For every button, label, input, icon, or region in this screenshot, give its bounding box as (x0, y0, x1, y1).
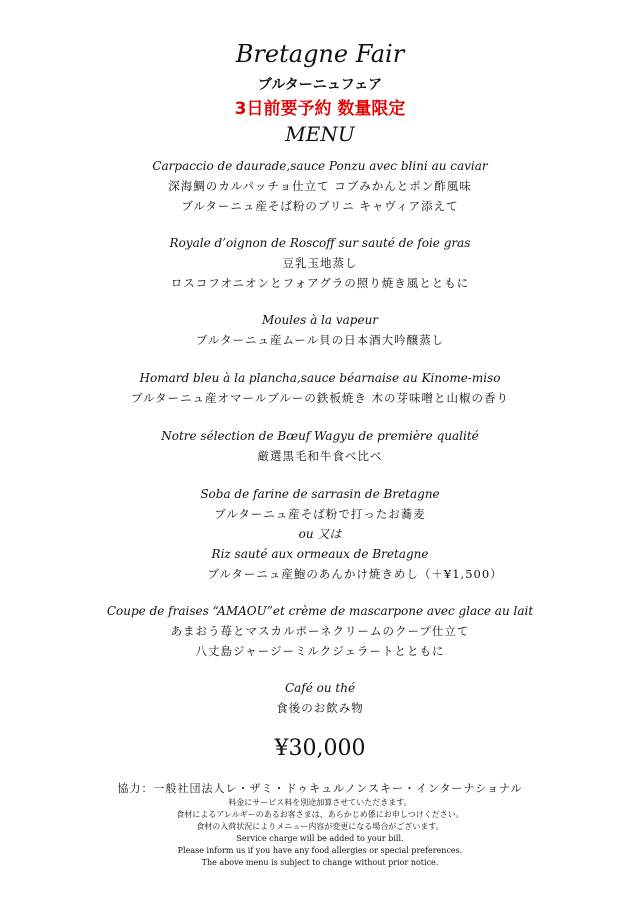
course-line-french: Homard bleu à la plancha,sauce béarnaise au Kinome-miso (139, 371, 501, 385)
course-line-japanese: 厳選黒毛和牛食べ比べ (257, 449, 383, 463)
course-line-japanese: ブルターニュ産そば粉で打ったお蕎麦 (214, 507, 426, 521)
menu-course (0, 233, 640, 293)
menu-course (0, 678, 640, 718)
course-line-japanese: ロスコフオニオンとフォアグラの照り焼き風とともに (170, 276, 470, 290)
course-line-japanese: 食後のお飲み物 (276, 701, 364, 715)
menu-course (0, 601, 640, 661)
course-line-french: Soba de farine de sarrasin de Bretagne (200, 487, 440, 501)
course-line-japanese: 八丈島ジャージーミルクジェラートとともに (195, 644, 445, 658)
course-line-japanese: 深海鯛のカルパッチョ仕立て コブみかんとポン酢風味 (168, 179, 472, 193)
course-line-french: Coupe de fraises “AMAOU”et crème de mascarpone avec glace au lait (106, 604, 534, 618)
course-line-french: ou 又は (298, 527, 342, 541)
menu-course (0, 426, 640, 466)
menu-course (0, 310, 640, 350)
course-line-french: Royale d’oignon de Roscoff sur sauté de foie gras (169, 236, 471, 250)
course-line-french: Café ou thé (284, 681, 356, 695)
menu-heading: MENU (285, 122, 355, 146)
course-line-french: Notre sélection de Bœuf Wagyu de première qualité (161, 429, 479, 443)
footnote-line: Service charge will be added to your bill. (236, 834, 404, 843)
course-line-japanese: ブルターニュ産オマールブルーの鉄板焼き 木の芽味噌と山椒の香り (130, 391, 510, 405)
course-line-french: Carpaccio de daurade,sauce Ponzu avec blini au caviar (152, 159, 488, 173)
footnotes (0, 797, 640, 869)
page-subtitle: ブルターニュフェア (257, 77, 383, 93)
menu-course (0, 368, 640, 408)
menu-course (0, 484, 640, 584)
footnote-line: 料金にサービス料を別途加算させていただきます。 (228, 798, 412, 807)
course-price: ¥30,000 (274, 736, 366, 761)
course-line-japanese: あまおう苺とマスカルポーネクリームのクープ仕立て (170, 624, 470, 638)
page-title: Bretagne Fair (235, 40, 405, 68)
course-line-japanese: 豆乳玉地蒸し (282, 256, 358, 270)
menu-course (0, 156, 640, 216)
cooperation-credit: 協力：一般社団法人レ・ザミ・ドゥキュルノンスキー・インターナショナル (117, 782, 523, 795)
course-line-french: Riz sauté aux ormeaux de Bretagne (211, 547, 429, 561)
course-line-japanese: ブルターニュ産そば粉のブリニ キャヴィア添えて (181, 199, 459, 213)
course-line-french: Moules à la vapeur (261, 313, 379, 327)
footnote-line: The above menu is subject to change without prior notice. (201, 858, 439, 867)
footnote-line: 食材によるアレルギーのあるお客さまは、あらかじめ係にお申しつけください。 (176, 810, 464, 819)
course-line-japanese: ブルターニュ産鮑のあんかけ焼きめし（＋¥1,500） (207, 567, 503, 581)
footnote-line: 食材の入荷状況によりメニュー内容が変更になる場合がございます。 (196, 822, 444, 831)
course-line-japanese: ブルターニュ産ムール貝の日本酒大吟醸蒸し (195, 333, 445, 347)
footnote-line: Please inform us if you have any food allergies or special preferences. (177, 846, 463, 855)
reservation-notice: 3日前要予約 数量限定 (234, 99, 406, 119)
